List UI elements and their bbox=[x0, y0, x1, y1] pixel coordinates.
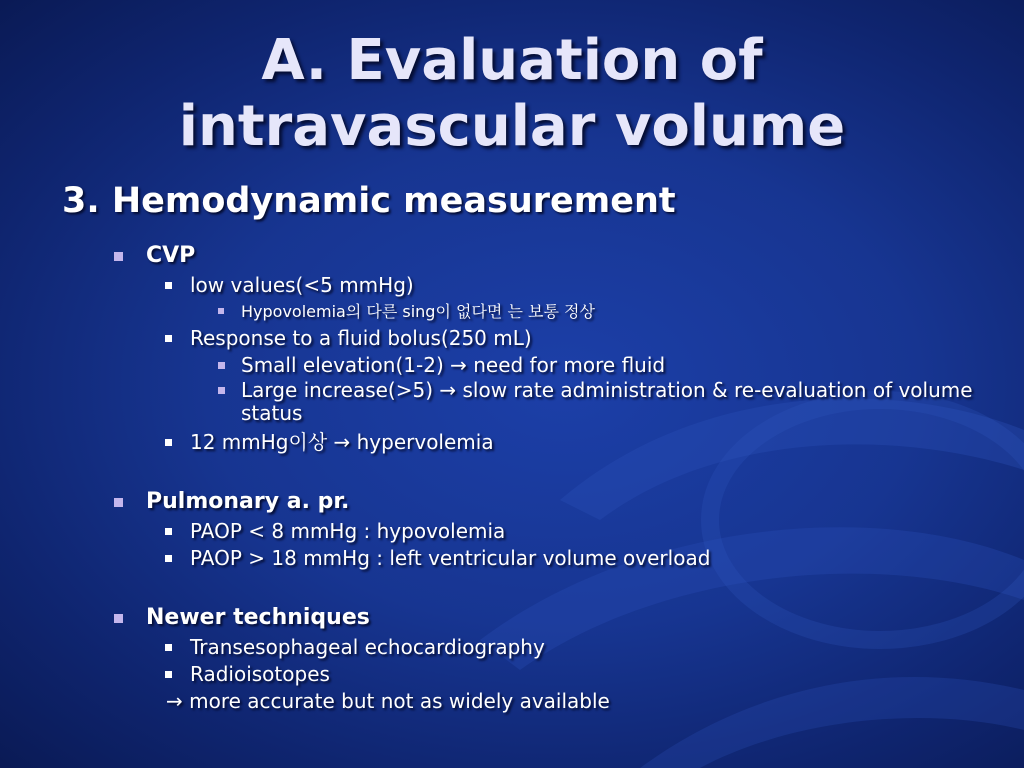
list-item-newer bbox=[0, 602, 1024, 634]
low-values-text: low values(<5 mmHg) bbox=[190, 273, 414, 297]
square-bullet-icon bbox=[165, 335, 172, 342]
square-bullet-icon bbox=[218, 387, 225, 394]
radioisotopes-text: Radioisotopes bbox=[190, 662, 330, 686]
square-bullet-icon bbox=[218, 362, 225, 369]
paop-low-text: PAOP < 8 mmHg : hypovolemia bbox=[190, 519, 506, 543]
square-bullet-icon bbox=[165, 282, 172, 289]
list-item-paop-high bbox=[0, 545, 1024, 572]
list-item-cvp bbox=[0, 240, 1024, 272]
square-bullet-icon bbox=[114, 498, 123, 507]
title-line-1: A. Evaluation of bbox=[261, 28, 763, 93]
list-item-hypovolemia-note bbox=[0, 299, 1024, 325]
list-item-radioisotopes bbox=[0, 661, 1024, 688]
list-item-pulmonary bbox=[0, 486, 1024, 518]
square-bullet-icon bbox=[165, 555, 172, 562]
slide-subtitle: 3. Hemodynamic measurement bbox=[62, 181, 676, 221]
over-12-text: 12 mmHg이상 → hypervolemia bbox=[190, 430, 494, 454]
spacer bbox=[0, 572, 1024, 602]
hypovolemia-note-text: Hypovolemia의 다른 sing이 없다면 는 보통 정상 bbox=[241, 302, 595, 321]
tee-text: Transesophageal echocardiography bbox=[190, 635, 545, 659]
list-item-paop-low bbox=[0, 518, 1024, 545]
large-increase-text: Large increase(>5) → slow rate administration & re-evaluation of volume status bbox=[241, 378, 973, 425]
slide-body bbox=[0, 240, 1024, 715]
square-bullet-icon bbox=[114, 614, 123, 623]
list-item-tee bbox=[0, 634, 1024, 661]
title-line-2: intravascular volume bbox=[178, 94, 846, 159]
square-bullet-icon bbox=[165, 528, 172, 535]
conclusion-text: → more accurate but not as widely available bbox=[166, 689, 610, 713]
slide-title bbox=[0, 28, 1024, 160]
conclusion-line bbox=[0, 688, 1024, 715]
fluid-bolus-text: Response to a fluid bolus(250 mL) bbox=[190, 326, 532, 350]
list-item-fluid-bolus bbox=[0, 325, 1024, 352]
square-bullet-icon bbox=[165, 439, 172, 446]
square-bullet-icon bbox=[165, 644, 172, 651]
cvp-heading: CVP bbox=[146, 243, 196, 268]
square-bullet-icon bbox=[114, 252, 123, 261]
paop-high-text: PAOP > 18 mmHg : left ventricular volume overload bbox=[190, 546, 711, 570]
square-bullet-icon bbox=[165, 671, 172, 678]
list-item-large-increase bbox=[0, 379, 981, 429]
spacer bbox=[0, 456, 1024, 486]
list-item-low-values bbox=[0, 272, 1024, 299]
list-item-small-elevation bbox=[0, 352, 1024, 379]
newer-heading: Newer techniques bbox=[146, 605, 370, 630]
small-elevation-text: Small elevation(1-2) → need for more fluid bbox=[241, 353, 666, 377]
pulmonary-heading: Pulmonary a. pr. bbox=[146, 489, 350, 514]
square-bullet-icon bbox=[218, 308, 224, 314]
list-item-over-12 bbox=[0, 429, 1024, 456]
